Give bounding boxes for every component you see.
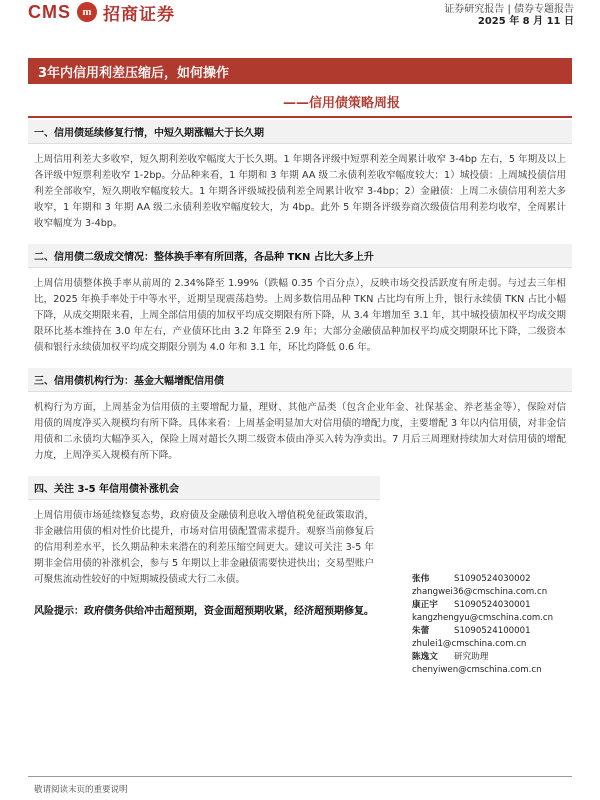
analyst-code: 研究助理	[454, 652, 489, 662]
analyst-code: S1090524100001	[454, 626, 531, 636]
analyst-email[interactable]: kangzhengyu@cmschina.com.cn	[412, 613, 554, 623]
analyst-name: 陈逸文	[412, 652, 438, 662]
page-header	[0, 0, 600, 44]
analyst-entry	[412, 573, 582, 599]
report-date: 2025 年 8 月 11 日	[477, 16, 574, 27]
analyst-code: S1090524030001	[454, 600, 531, 610]
analyst-entry	[412, 599, 582, 625]
analyst-email[interactable]: zhangwei36@cmschina.com.cn	[412, 587, 548, 597]
footer-note: 敬请阅读末页的重要说明	[34, 785, 128, 795]
section-heading: 一、信用债延续修复行情，中短久期涨幅大于长久期	[28, 120, 572, 144]
analyst-code: S1090524030002	[454, 574, 531, 584]
section-2	[28, 244, 572, 366]
section-heading: 四、关注 3-5 年信用债补涨机会	[28, 476, 380, 500]
analyst-entry	[412, 625, 582, 651]
section-heading: 二、信用债二级成交情况：整体换手率有所回落，各品种 TKN 占比大多上升	[28, 244, 572, 268]
risk-warning: 风险提示：政府债务供给冲击超预期，资金面超预期收紧，经济超预期修复。	[34, 606, 374, 617]
section-3	[28, 368, 572, 474]
analyst-email[interactable]: chenyiwen@cmschina.com.cn	[412, 665, 542, 675]
analyst-name: 康正宇	[412, 600, 438, 610]
analyst-name: 朱蕾	[412, 626, 430, 636]
section-heading: 三、信用债机构行为：基金大幅增配信用债	[28, 368, 572, 392]
section-paragraph: 机构行为方面，上周基金为信用债的主要增配力量，理财、其他产品类（包含企业年金、社保基金、养老基金等），保险对信用债的周度净买入规模均有所下降。具体来看：上周基金明显加大对信用债的增配力度，主要增配 3 年以内信用债，对非金信用债和二永债均大幅净买入，保险上周对超长久期二级资本债由净买入转为净卖出。7 月后三周理财持续加大对信用债的增配力度，上周净买入规模有所下降。	[34, 402, 566, 461]
analyst-panel	[412, 573, 582, 677]
footer-divider	[28, 776, 572, 777]
logo-icon: m	[77, 2, 97, 22]
logo-cn-text: 招商证券	[103, 4, 175, 25]
report-subtitle: ——信用债策略周报	[282, 96, 400, 111]
section-paragraph: 上周信用债整体换手率从前周的 2.34%降至 1.99%（跌幅 0.35 个百分点），反映市场交投活跃度有所走弱。与过去三年相比，2025 年换手率处于中等水平，近期呈现震荡趋势。上周多数信用品种 TKN 占比均有所上升，银行永续债 TKN 占比小幅下降，从成交期限来看，上周全部信用债的加权平均成交期限有所下降，从 3.4 年增加至 3.1 年，其中城投债加权平均成交期限环比基本维持在 3.0 年左右，产业债环比由 3.2 年降至 2.9 年；大部分金融债品种加权平均成交期限环比下降，二级资本债和银行永续债加权平均成交期限分别为 4.0 年和 3.1 年，环比均降低 0.6 年。	[34, 278, 566, 353]
section-paragraph: 上周信用债市场延续修复态势，政府债及金融债利息收入增值税免征政策取消，非金融信用债的相对性价比提升，市场对信用债配置需求提升。观察当前修复后的信用利差水平，长久期品种未来潜在的利差压缩空间更大。建议可关注 3-5 年期非金信用债的补涨机会，参与 5 年期以上非金融债需要快进快出；交易型账户可聚焦流动性较好的中短期城投债或大行二永债。	[34, 510, 374, 585]
section-1	[28, 120, 572, 242]
report-title: 3年内信用利差压缩后，如何操作	[28, 58, 572, 84]
report-type: 证券研究报告 | 债券专题报告	[444, 4, 574, 15]
company-logo	[28, 0, 175, 24]
report-body	[28, 118, 572, 621]
logo-cms-text: CMS	[28, 1, 71, 22]
section-paragraph: 上周信用利差大多收窄，短久期利差收窄幅度大于长久期。1 年期各评级中短票利差全周累计收窄 3-4bp 左右，5 年期及以上各评级中短票利差收窄 1-2bp。分品种来看，1 年期和 3 年期 AA 级二永债利差收窄幅度较大：1）城投债：上周城投债信用利差全部收窄，短久期收窄幅度较大。1 年期各评级城投债利差全周累计收窄 3-4bp；2）金融债：上周二永债信用利差大多收窄，1 年期和 3 年期 AA 级二永债利差收窄幅度较大，为 4bp。此外 5 年期各评级券商次级债信用利差均收窄，全周累计收窄幅度为 3-4bp。	[34, 154, 566, 229]
analyst-name: 张伟	[412, 574, 430, 584]
analyst-entry	[412, 651, 582, 677]
analyst-email[interactable]: zhulei1@cmschina.com.cn	[412, 639, 527, 649]
